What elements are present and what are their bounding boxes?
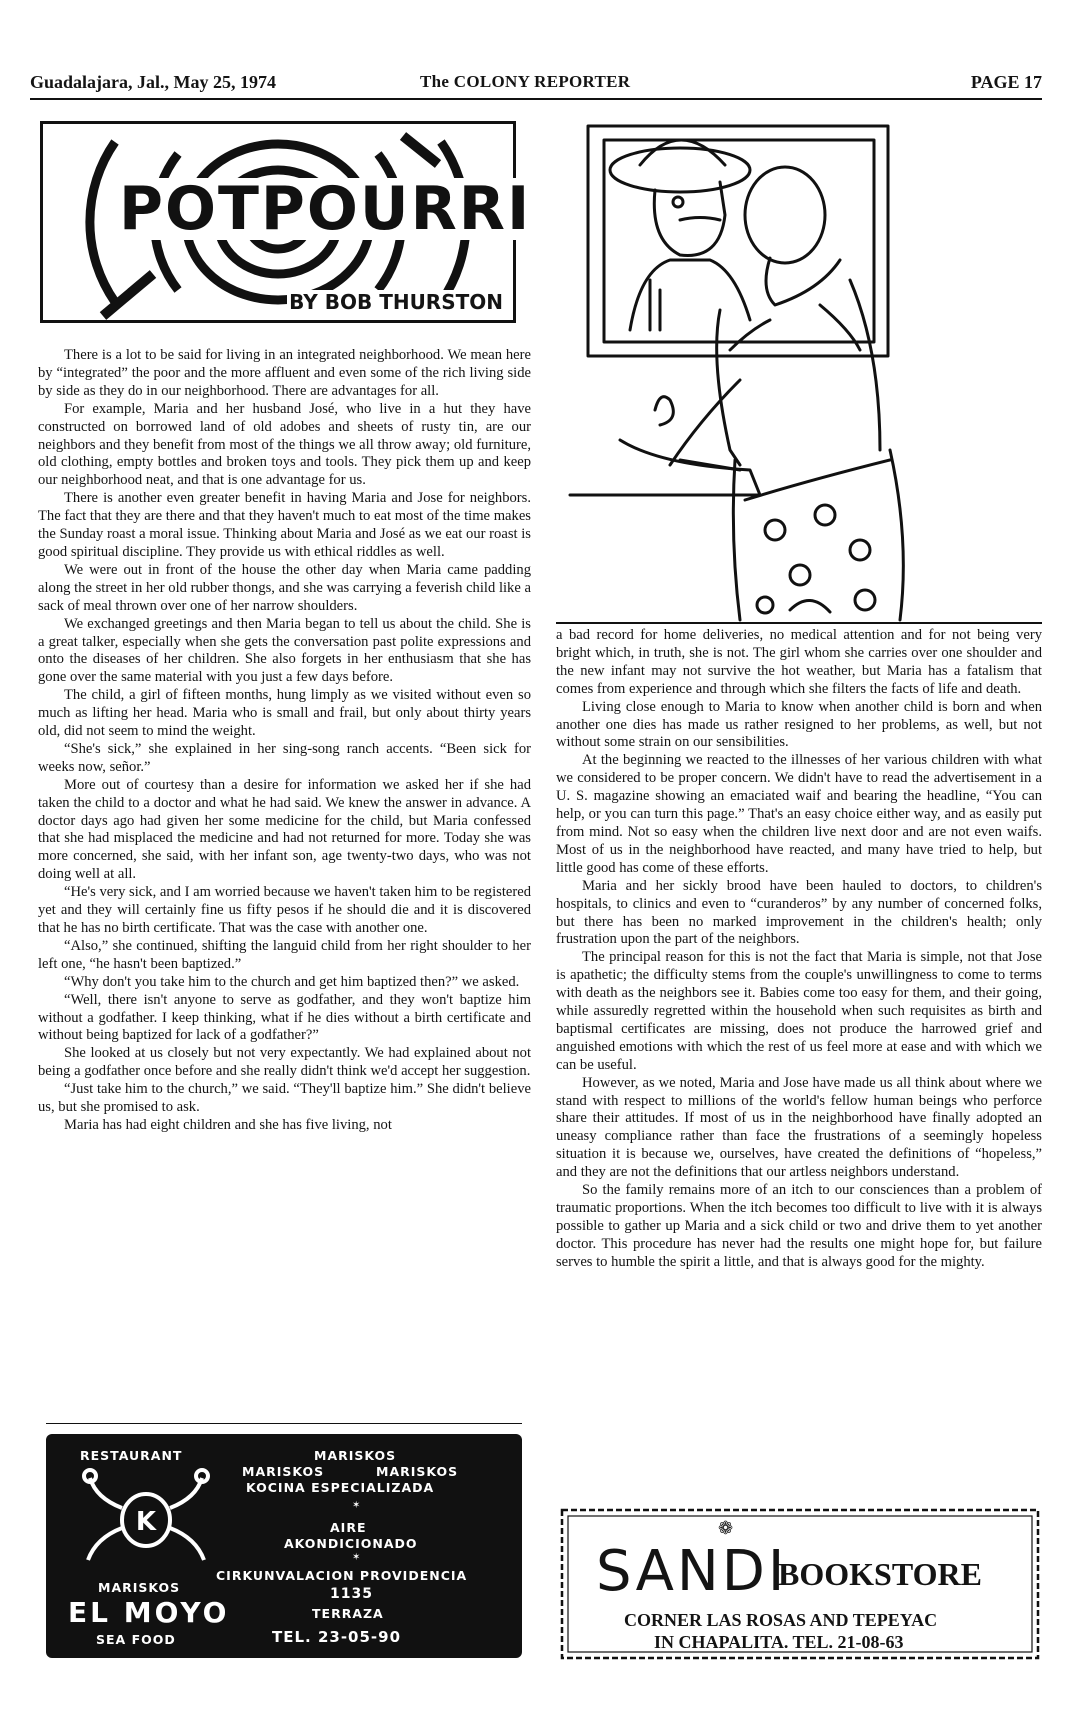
paragraph: The principal reason for this is not the fact that Maria is simple, not that Jose is apathetic; the difficulty stems from the couple's unwillingness to come to terms with death as the neighbors see it. Babies come too easy for them, and their going, while assuredly regretted within the household when such requisites as birth and baptismal certificates are missing, does not produce the harrowed grief and anguished emotions with which the rest of us feel more at ease and with which we can be useful.: [556, 949, 1042, 1073]
paragraph: More out of courtesy than a desire for information we asked her if she had taken the child to a doctor and what he had said. We knew the answer in advance. A doctor days ago had given her some medicine for the child, but Maria confessed that she had misplaced the medicine and had not returned for more. Today she was more concerned, she said, with her infant son, age twenty-two days, who was not doing well at all.: [38, 776, 531, 883]
paragraph: “She's sick,” she explained in her sing-song ranch accents. “Been sick for weeks now, señor.”: [38, 740, 531, 775]
article-column-right: [556, 627, 1042, 1272]
paragraph: However, as we noted, Maria and Jose have made us all think about where we stand with respect to millions of the world's fellow human beings who perforce share their attitudes. If most of us in the neighborhood have finally adopted an uneasy compliance rather than face the frustrations of a seemingly hopeless situation it is because we, ourselves, have created the definitions of “hopeless,” and they are not the definitions that our artless neighbors understand.: [556, 1074, 1042, 1181]
paragraph: There is a lot to be said for living in an integrated neighborhood. We mean here by “integrated” the poor and the more affluent and even some of the rich living side by side as they do in our neighborhood. There are advantages for all.: [38, 347, 531, 399]
paragraph: At the beginning we reacted to the illnesses of her various children with what we considered to be proper concern. We didn't have to read the advertisement in a U. S. magazine showing an emaciated waif and bearing the headline, “You can help, or you can turn this page.” That's an easy choice either way, and as easily put from mind. Not so easy when the children live next door and are not even waifs. Most of us in the neighborhood have reacted, and many have tried to help, but little good has come of these efforts.: [556, 752, 1042, 876]
star-icon: ✶: [352, 1500, 362, 1511]
article-column-left: [38, 347, 531, 1135]
ad-sea-food: SEA FOOD: [96, 1632, 176, 1647]
restaurant-name: EL MOYO: [68, 1596, 230, 1629]
cartoon-illustration: [560, 120, 1040, 625]
paragraph: So the family remains more of an itch to our consciences than a problem of traumatic proportions. When the itch becomes too difficult to live with it is always possible to gather up Maria and a sick child or two and drive them to yet another doctor. This procedure has never had the results one might hope for, but failure serves to humble the spirit a little, and that is always good for the mighty.: [556, 1182, 1042, 1270]
bookstore-address: CORNER LAS ROSAS AND TEPEYAC: [624, 1610, 938, 1630]
paragraph: For example, Maria and her husband José, who live in a hut they have constructed on borrowed land of old adobes and sheets of rusty tin, are our neighbors and they benefit from most of the things we all throw away; old furniture, old clothing, empty bottles and broken toys and tools. They pick them up and keep our neighborhood neat, and that is one advantage for us.: [38, 400, 531, 489]
logo-letter: K: [135, 1507, 157, 1537]
ad-mariskos-logo: MARISKOS: [98, 1580, 181, 1595]
column-end-rule: [46, 1423, 522, 1424]
ad-phone: TEL. 23-05-90: [272, 1628, 402, 1646]
column-header: [40, 121, 532, 323]
paragraph: a bad record for home deliveries, no medical attention and for not being very bright which, in truth, she is not. The girl whom she carries over one shoulder and the new infant may not survive the hot weather, but Maria has a fatalism that comes from experience and through which she filters the facts of life and death.: [556, 627, 1042, 697]
ad-akondicionado: AKONDICIONADO: [284, 1536, 418, 1551]
paragraph: “He's very sick, and I am worried because we haven't taken him to be registered yet and they will certainly fine us fifty pesos if he should die and it is discovered that he has no birth certificate. That was the case with another one.: [38, 884, 531, 936]
ad-kocina: KOCINA ESPECIALIZADA: [246, 1480, 435, 1495]
bookstore-name: SANDI: [596, 1539, 788, 1604]
crab-logo-icon: [76, 1468, 216, 1568]
paragraph: “Well, there isn't anyone to serve as godfather, and they won't baptize him without a godfather. I keep thinking, what if he dies without a birth certificate and without being baptized for lack of a godfather?”: [38, 991, 531, 1044]
star-icon: ✶: [352, 1552, 362, 1563]
paragraph: “Also,” she continued, shifting the languid child from her right shoulder to her left one, “he hasn't been baptized.”: [38, 937, 531, 972]
masthead: [30, 68, 1042, 96]
paragraph: Maria and her sickly brood have been hauled to doctors, to children's hospitals, to clinics and even to “curanderos” by any number of concerned folks, but there has been no marked improvement in the children's health; only frustration upon the part of the neighbors.: [556, 877, 1042, 948]
ad-terraza: TERRAZA: [312, 1606, 384, 1621]
bookstore-label: BOOKSTORE: [778, 1556, 982, 1592]
ad-address: CIRKUNVALACION PROVIDENCIA: [216, 1568, 468, 1583]
paragraph: We exchanged greetings and then Maria began to tell us about the child. She is a great talker, especially when she gets the conversation past polite expressions and onto the diseases of her children. She also forgets in her enthusiasm that she has gone over the same material with you just a few days before.: [38, 615, 531, 686]
column-byline: BY BOB THURSTON: [289, 290, 503, 314]
ad-restaurant-label: RESTAURANT: [80, 1448, 183, 1463]
paragraph: Maria has had eight children and she has five living, not: [64, 1116, 392, 1133]
newspaper-name: The COLONY REPORTER: [420, 72, 631, 91]
ad-mariskos-line: MARISKOS: [242, 1464, 325, 1479]
paragraph: There is another even greater benefit in having Maria and Jose for neighbors. The fact that they are there and that they haven't much to eat most of the time makes the Sunday roast a moral issue. Thinking about Maria and José as we eat our roast is good spiritual discipline. They provide us with ethical riddles as well.: [38, 490, 531, 560]
paragraph: “Why don't you take him to the church and get him baptized then?” we asked.: [64, 973, 520, 990]
paragraph: We were out in front of the house the other day when Maria came padding along the street in her old rubber thongs, and she was carrying a feverish child like a sack of meal thrown over one of her narrow shoulders.: [38, 561, 531, 614]
illustration-rule: [556, 622, 1042, 624]
page-number: PAGE 17: [970, 72, 1042, 92]
ad-mariskos-line: MARISKOS: [314, 1448, 397, 1463]
column-title: POTPOURRI: [115, 178, 535, 240]
flower-icon: ❁: [718, 1518, 734, 1538]
paragraph: “Just take him to the church,” we said. “They'll baptize him.” She didn't believe us, but she promised to ask.: [38, 1081, 531, 1116]
ad-aire: AIRE: [330, 1520, 367, 1535]
masthead-rule: [30, 98, 1042, 100]
restaurant-advertisement: [46, 1434, 522, 1658]
issue-date: Guadalajara, Jal., May 25, 1974: [30, 72, 276, 92]
paragraph: The child, a girl of fifteen months, hung limply as we visited without even so much as lifting her head. Maria who is small and frail, but only about thirty years old, did not seem to mind the weight.: [38, 687, 531, 740]
ad-mariskos-line: MARISKOS: [376, 1464, 459, 1479]
ad-street-number: 1135: [330, 1586, 373, 1602]
paragraph: She looked at us closely but not very expectantly. We had explained about not being a godfather once before and she really didn't think we'd accept her suggestion.: [38, 1045, 531, 1080]
bookstore-advertisement: [558, 1506, 1042, 1662]
bookstore-phone: IN CHAPALITA. TEL. 21-08-63: [654, 1632, 904, 1652]
paragraph: Living close enough to Maria to know when another child is born and when another one dies has made us rather resigned to her problems, as well, but not without some strain on our sensibilities.: [556, 698, 1042, 751]
